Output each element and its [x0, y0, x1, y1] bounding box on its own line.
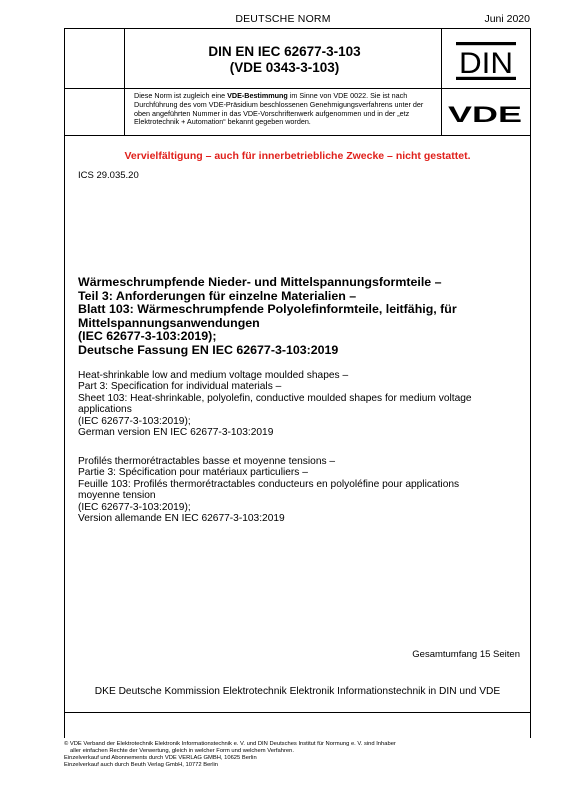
title-french-line: Feuille 103: Profilés thermorétractables conducteurs en polyoléfine pour applications: [78, 478, 460, 490]
note-bold: VDE-Bestimmung: [227, 91, 288, 100]
dke-commission: DKE Deutsche Kommission Elektrotechnik Elektronik Informationstechnik in DIN und VDE: [94, 686, 501, 697]
publication-date: Juni 2020: [484, 13, 530, 25]
din-logo: [456, 42, 516, 80]
title-french-line: Version allemande EN IEC 62677-3-103:2019: [78, 513, 285, 525]
title-german-line: Deutsche Fassung EN IEC 62677-3-103:2019: [78, 342, 339, 357]
copyright-line: aller einfachen Rechte der Verwertung, gleich in welcher Form und welchem Verfahren.: [70, 748, 294, 754]
note-rest: im Sinne von VDE 0022. Sie ist nach Durchführung des vom VDE-Präsidium beschlossenen Genehmigungsverfahrens unter der oben angeführten Nummer in das VDE-Vorschriftenwerk aufgenommen und in der „etz Elektrotechnik + Automation“ bekannt gegeben worden.: [134, 91, 424, 127]
divider-right-column: [441, 28, 442, 135]
vde-number: (VDE 0343-3-103): [229, 60, 340, 75]
vde-logo: [447, 103, 523, 125]
note-prefix: Diese Norm ist zugleich eine: [134, 91, 228, 100]
divider-dke: [64, 712, 531, 713]
sales-info: Einzelverkauf auch durch Beuth Verlag GmbH, 10772 Berlin: [64, 762, 219, 768]
divider-header: [64, 88, 531, 89]
title-english-line: German version EN IEC 62677-3-103:2019: [78, 427, 274, 439]
vde-regulation-note: [134, 92, 435, 127]
title-german-line: Blatt 103: Wärmeschrumpfende Polyolefinformteile, leitfähig, für: [78, 302, 457, 317]
title-german-line: Mittelspannungsanwendungen: [78, 315, 260, 330]
copy-warning: Vervielfältigung – auch für innerbetriebliche Zwecke – nicht gestattet.: [124, 150, 471, 162]
title-english-line: Heat-shrinkable low and medium voltage moulded shapes –: [78, 370, 349, 381]
title-german: [78, 276, 528, 358]
din-logo-text: DIN: [459, 47, 513, 80]
title-french-line: Profilés thermorétractables basse et moyenne tensions –: [78, 456, 336, 467]
title-english-line: applications: [78, 404, 132, 416]
title-french-line: moyenne tension: [78, 490, 156, 502]
title-german-line: Teil 3: Anforderungen für einzelne Materialien –: [78, 288, 357, 303]
header-title: DEUTSCHE NORM: [235, 13, 331, 25]
ics-code: ICS 29.035.20: [78, 170, 139, 181]
footer-copyright: [64, 741, 531, 769]
title-english-line: Part 3: Specification for individual materials –: [78, 381, 282, 393]
standard-number-block: [134, 44, 435, 76]
sales-info: Einzelverkauf und Abonnements durch VDE VERLAG GMBH, 10625 Berlin: [64, 755, 257, 761]
title-french-line: (IEC 62677-3-103:2019);: [78, 501, 191, 513]
title-french-line: Partie 3: Spécification pour matériaux particuliers –: [78, 467, 308, 479]
title-english: [78, 370, 528, 438]
total-pages: Gesamtumfang 15 Seiten: [412, 649, 520, 660]
title-english-line: Sheet 103: Heat-shrinkable, polyolefin, conductive moulded shapes for medium voltage: [78, 392, 472, 404]
title-german-line: (IEC 62677-3-103:2019);: [78, 329, 217, 344]
standard-number: DIN EN IEC 62677-3-103: [208, 44, 361, 59]
title-french: [78, 456, 528, 524]
divider-note: [64, 135, 531, 136]
divider-left-column: [124, 28, 125, 135]
vde-logo-text: VDE: [448, 103, 522, 125]
copyright-line: © VDE Verband der Elektrotechnik Elektronik Informationstechnik e. V. und DIN Deutsches Institut für Normung e. V. sind Inhaber: [64, 741, 396, 747]
title-english-line: (IEC 62677-3-103:2019);: [78, 415, 191, 427]
title-german-line: Wärmeschrumpfende Nieder- und Mittelspannungsformteile –: [78, 275, 442, 289]
